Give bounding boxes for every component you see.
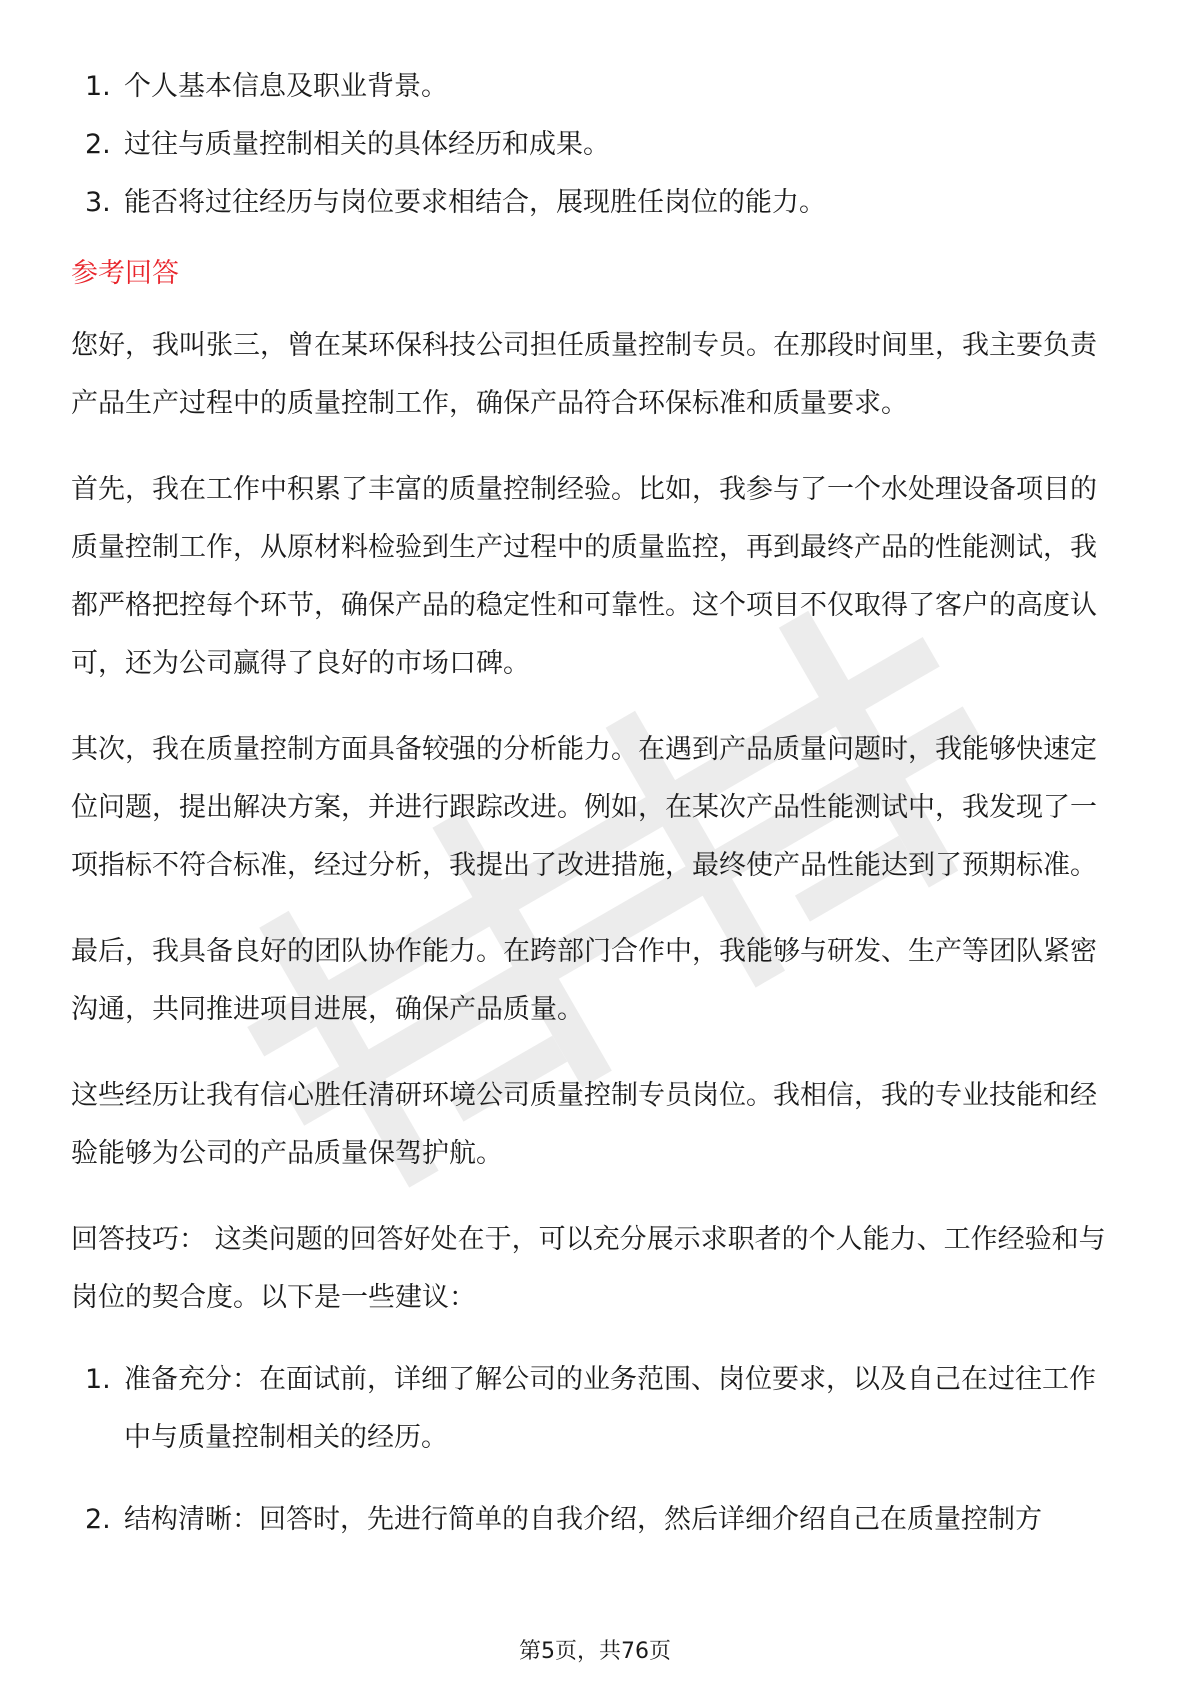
list-item-text: 能否将过往经历与岗位要求相结合，展现胜任岗位的能力。	[124, 187, 826, 218]
list-item-number: 2.	[85, 1504, 111, 1535]
paragraph: 首先，我在工作中积累了丰富的质量控制经验。比如，我参与了一个水处理设备项目的质量控制工作，从原材料检验到生产过程中的质量监控，再到最终产品的性能测试，我都严格把控每个环节，确保产品的稳定性和可靠性。这个项目不仅取得了客户的高度认可，还为公司赢得了良好的市场口碑。	[71, 474, 1097, 679]
list-item-text: 准备充分：在面试前，详细了解公司的业务范围、岗位要求，以及自己在过往工作中与质量控制相关的经历。	[124, 1364, 1096, 1453]
page-number-footer: 第5页，共76页	[519, 1639, 671, 1664]
list-item	[71, 1491, 1121, 1549]
paragraph: 最后，我具备良好的团队协作能力。在跨部门合作中，我能够与研发、生产等团队紧密沟通，共同推进项目进展，确保产品质量。	[71, 936, 1097, 1025]
criteria-list	[71, 58, 1121, 232]
paragraph: 您好，我叫张三，曾在某环保科技公司担任质量控制专员。在那段时间里，我主要负责产品生产过程中的质量控制工作，确保产品符合环保标准和质量要求。	[71, 330, 1097, 419]
tips-list	[71, 1351, 1121, 1549]
list-item-text: 过往与质量控制相关的具体经历和成果。	[124, 129, 610, 160]
list-item-number: 1.	[85, 71, 111, 102]
paragraph: 其次，我在质量控制方面具备较强的分析能力。在遇到产品质量问题时，我能够快速定位问题，提出解决方案，并进行跟踪改进。例如，在某次产品性能测试中，我发现了一项指标不符合标准，经过分析，我提出了改进措施，最终使产品性能达到了预期标准。	[71, 734, 1097, 881]
page-content	[71, 58, 1121, 1549]
list-item-number: 3.	[85, 187, 111, 218]
section-title: 参考回答	[71, 258, 179, 289]
list-item-text: 结构清晰：回答时，先进行简单的自我介绍，然后详细介绍自己在质量控制方	[124, 1504, 1042, 1535]
list-item-number: 1.	[85, 1364, 111, 1395]
paragraph: 回答技巧： 这类问题的回答好处在于，可以充分展示求职者的个人能力、工作经验和与岗位的契合度。以下是一些建议：	[71, 1224, 1106, 1313]
list-item	[71, 116, 1121, 174]
paragraph: 这些经历让我有信心胜任清研环境公司质量控制专员岗位。我相信，我的专业技能和经验能够为公司的产品质量保驾护航。	[71, 1080, 1097, 1169]
list-item	[71, 58, 1121, 116]
list-item	[71, 1351, 1121, 1467]
list-item-text: 个人基本信息及职业背景。	[124, 71, 448, 102]
list-item	[71, 174, 1121, 232]
list-item-number: 2.	[85, 129, 111, 160]
